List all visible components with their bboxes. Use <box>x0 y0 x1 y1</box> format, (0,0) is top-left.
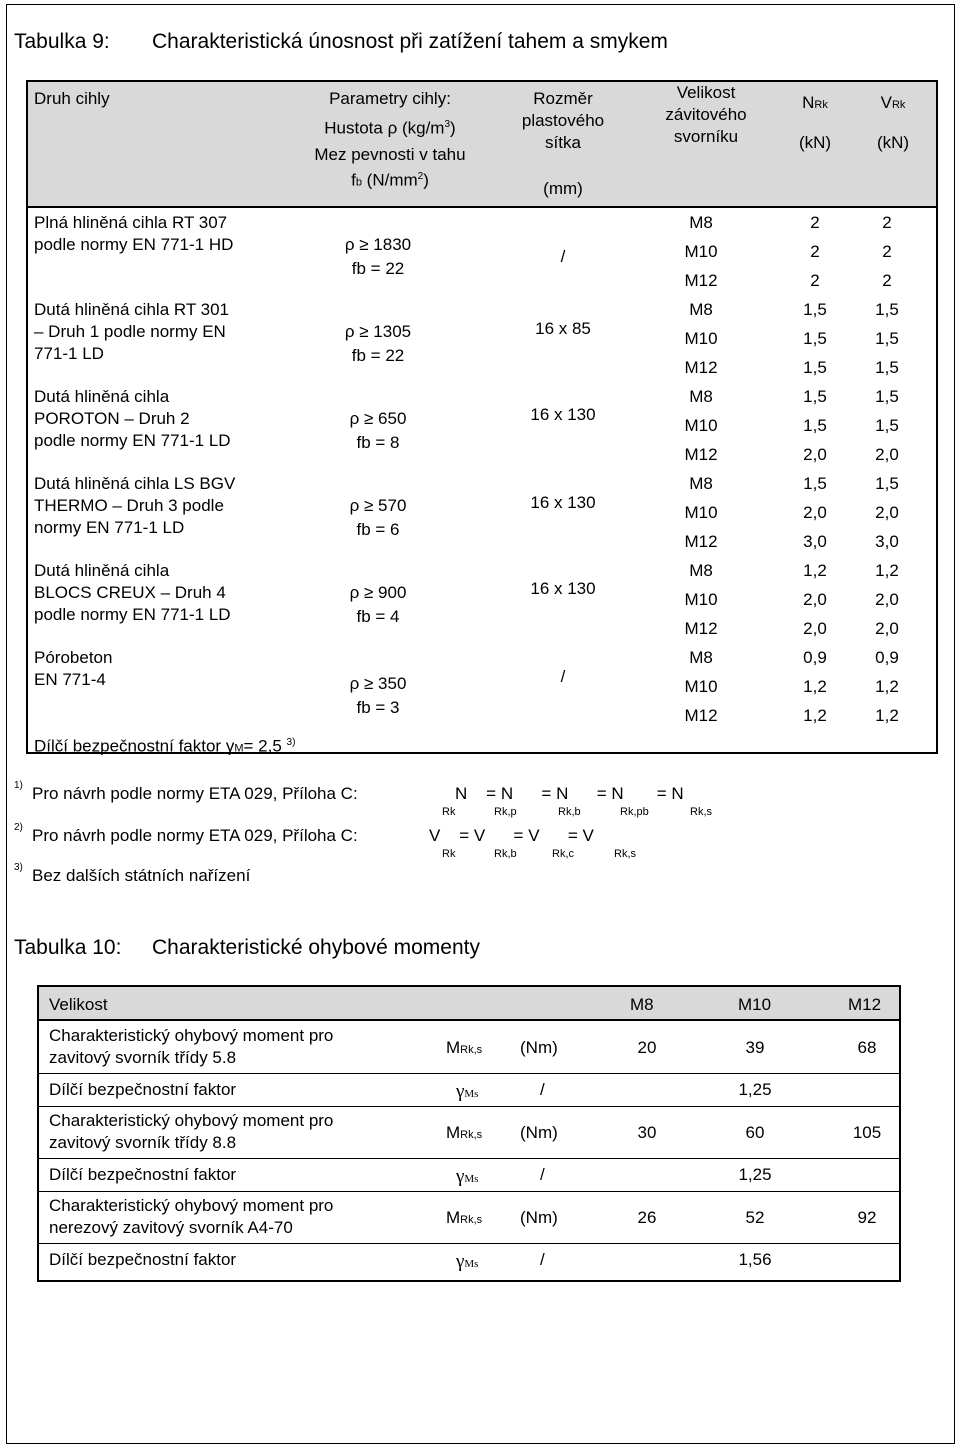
bolt-size: M12 <box>684 445 718 464</box>
brick-fb: fb = 6 <box>356 520 400 539</box>
moment-value-m10: 39 <box>745 1038 765 1057</box>
footnote-1-sub-rkp: Rk,p <box>494 806 517 818</box>
mesh-size: / <box>560 247 566 266</box>
brick-name-line: normy EN 771-1 LD <box>34 518 185 537</box>
header-params-line2: Hustota ρ $(kg/m^3)$ <box>324 118 456 138</box>
v-rk-value: 1,5 <box>875 300 899 319</box>
footnote-1-formula: N = N = N = N = N <box>455 784 684 803</box>
header-params-line4: fb $(N/mm^2)$ <box>351 170 429 190</box>
table10-header-label: Velikost <box>49 995 108 1014</box>
footnote-1-sub-rkpb: Rk,pb <box>620 806 649 818</box>
brick-density: ρ ≥ 650 <box>349 409 407 428</box>
n-rk-value: 1,5 <box>803 358 827 377</box>
n-rk-value: 2,0 <box>803 619 827 638</box>
v-rk-value: 3,0 <box>875 532 899 551</box>
v-rk-value: 2,0 <box>875 619 899 638</box>
factor-value: 1,25 <box>738 1080 772 1099</box>
v-rk-value: 1,5 <box>875 416 899 435</box>
moment-label-line: nerezový zavitový svorník A4-70 <box>49 1218 293 1237</box>
bolt-size: M12 <box>684 619 718 638</box>
moment-symbol: MRk,s <box>446 1038 483 1057</box>
table10-header-m12: M12 <box>848 995 882 1014</box>
bolt-size: M10 <box>684 503 718 522</box>
v-rk-value: 1,5 <box>875 358 899 377</box>
footnote-2-sub-rks: Rk,s <box>614 848 636 860</box>
brick-density: ρ ≥ 350 <box>349 674 407 693</box>
table10-label: Tabulka 10: <box>14 936 122 959</box>
moment-label-line: zavitový svorník třídy 8.8 <box>49 1133 237 1152</box>
v-rk-value: 1,5 <box>875 329 899 348</box>
mesh-size: 16 x 130 <box>530 405 596 424</box>
bolt-size: M8 <box>689 648 713 667</box>
brick-density: ρ ≥ 900 <box>349 583 407 602</box>
factor-symbol: γMs <box>456 1251 479 1272</box>
n-rk-value: 1,2 <box>803 561 827 580</box>
footnote-3-text: Bez dalších státních nařízení <box>32 866 251 885</box>
header-size-line1: Velikost <box>676 83 736 102</box>
v-rk-value: 2 <box>882 271 892 290</box>
factor-value: 1,25 <box>738 1165 772 1184</box>
brick-fb: fb = 8 <box>356 433 400 452</box>
footnote-2-mark: 2) <box>14 822 23 833</box>
v-rk-value: 0,9 <box>875 648 899 667</box>
moment-value-m12: 92 <box>857 1208 877 1227</box>
header-mesh-line3: sítka <box>545 133 581 152</box>
bolt-size: M12 <box>684 706 718 725</box>
brick-name-line: Dutá hliněná cihla LS BGV <box>34 474 236 493</box>
moment-label-line: Charakteristický ohybový moment pro <box>49 1111 334 1130</box>
v-rk-value: 2,0 <box>875 445 899 464</box>
bolt-size: M12 <box>684 358 718 377</box>
table10-row-divider <box>37 1158 901 1159</box>
brick-density: ρ ≥ 570 <box>349 496 407 515</box>
n-rk-value: 2,0 <box>803 445 827 464</box>
bolt-size: M10 <box>684 677 718 696</box>
table10-header-m8: M8 <box>630 995 654 1014</box>
brick-density: ρ ≥ 1305 <box>344 322 412 341</box>
n-rk-value: 1,5 <box>803 329 827 348</box>
moment-unit: (Nm) <box>520 1208 558 1227</box>
footnote-2-sub-rkb: Rk,b <box>494 848 517 860</box>
brick-name-line: 771-1 LD <box>34 344 104 363</box>
v-rk-value: 1,2 <box>875 706 899 725</box>
brick-name-line: Dutá hliněná cihla RT 301 <box>34 300 230 319</box>
moment-label-line: zavitový svorník třídy 5.8 <box>49 1048 237 1067</box>
footnote-3-mark: 3) <box>14 862 23 873</box>
footnote-1-sub-rk: Rk <box>442 806 456 818</box>
table10-title: Charakteristické ohybové momenty <box>152 936 480 959</box>
v-rk-value: 2,0 <box>875 590 899 609</box>
footnote-2-text: Pro návrh podle normy ETA 029, Příloha C: <box>32 826 358 845</box>
bolt-size: M8 <box>689 387 713 406</box>
n-rk-value: 2 <box>810 242 820 261</box>
factor-unit: / <box>540 1250 545 1269</box>
moment-unit: (Nm) <box>520 1123 558 1142</box>
brick-name-line: podle normy EN 771-1 LD <box>34 605 231 624</box>
header-mesh-line2: plastového <box>521 111 605 130</box>
brick-name-line: THERMO – Druh 3 podle <box>34 496 224 515</box>
moment-symbol: MRk,s <box>446 1208 483 1227</box>
footnote-2-sub-rkc: Rk,c <box>552 848 574 860</box>
header-v-unit: (kN) <box>876 133 910 152</box>
table10-row-divider <box>37 1073 901 1074</box>
bolt-size: M12 <box>684 532 718 551</box>
v-rk-value: 1,2 <box>875 561 899 580</box>
n-rk-value: 1,2 <box>803 677 827 696</box>
footnote-2-formula: V = V = V = V <box>429 826 594 845</box>
header-n-unit: (kN) <box>798 133 832 152</box>
bolt-size: M10 <box>684 416 718 435</box>
footnote-1-mark: 1) <box>14 780 23 791</box>
header-size-line3: svorníku <box>673 127 739 146</box>
factor-label: Dílčí bezpečnostní faktor <box>49 1250 237 1269</box>
moment-value-m12: 105 <box>852 1123 882 1142</box>
bolt-size: M10 <box>684 242 718 261</box>
header-params-line3: Mez pevnosti v tahu <box>314 145 466 164</box>
table10-header-m10: M10 <box>738 995 772 1014</box>
brick-name-line: EN 771-4 <box>34 670 106 689</box>
n-rk-value: 2,0 <box>803 503 827 522</box>
moment-symbol: MRk,s <box>446 1123 483 1142</box>
n-rk-value: 1,2 <box>803 706 827 725</box>
brick-name-line: Dutá hliněná cihla <box>34 387 170 406</box>
brick-name-line: podle normy EN 771-1 HD <box>34 235 234 254</box>
factor-unit: / <box>540 1080 545 1099</box>
bolt-size: M12 <box>684 271 718 290</box>
mesh-size: / <box>560 667 566 686</box>
v-rk-value: 1,5 <box>875 387 899 406</box>
v-rk-value: 2 <box>882 242 892 261</box>
brick-name-line: Pórobeton <box>34 648 113 667</box>
n-rk-value: 1,5 <box>803 474 827 493</box>
brick-name-line: Dutá hliněná cihla <box>34 561 170 580</box>
v-rk-value: 2 <box>882 213 892 232</box>
factor-symbol: γMs <box>456 1081 479 1102</box>
header-mesh-unit: (mm) <box>543 179 583 198</box>
footnote-1-sub-rks: Rk,s <box>690 806 712 818</box>
table9-title: Charakteristická únosnost při zatížení tahem a smykem <box>152 30 668 53</box>
footnote-1-text: Pro návrh podle normy ETA 029, Příloha C: <box>32 784 358 803</box>
n-rk-value: 2 <box>810 213 820 232</box>
brick-fb: fb = 4 <box>356 607 400 626</box>
table10-row-divider <box>37 1106 901 1107</box>
n-rk-value: 1,5 <box>803 387 827 406</box>
v-rk-value: 1,5 <box>875 474 899 493</box>
header-brick-type: Druh cihly <box>34 89 110 108</box>
header-n-rk: NRk <box>802 93 828 112</box>
table10-row-divider <box>37 1243 901 1244</box>
v-rk-value: 1,2 <box>875 677 899 696</box>
bolt-size: M10 <box>684 590 718 609</box>
header-size-line2: závitového <box>665 105 747 124</box>
bolt-size: M8 <box>689 300 713 319</box>
factor-label: Dílčí bezpečnostní faktor <box>49 1080 237 1099</box>
mesh-size: 16 x 85 <box>535 319 591 338</box>
factor-value: 1,56 <box>738 1250 772 1269</box>
factor-label: Dílčí bezpečnostní faktor <box>49 1165 237 1184</box>
moment-label-line: Charakteristický ohybový moment pro <box>49 1026 334 1045</box>
factor-unit: / <box>540 1165 545 1184</box>
header-params-line1: Parametry cihly: <box>329 89 451 108</box>
table10-row-divider <box>37 1191 901 1192</box>
moment-value-m12: 68 <box>857 1038 877 1057</box>
moment-value-m10: 60 <box>745 1123 765 1142</box>
table9-label: Tabulka 9: <box>14 30 110 53</box>
moment-value-m8: 20 <box>637 1038 657 1057</box>
brick-fb: fb = 22 <box>351 259 405 278</box>
v-rk-value: 2,0 <box>875 503 899 522</box>
n-rk-value: 2 <box>810 271 820 290</box>
n-rk-value: 0,9 <box>803 648 827 667</box>
brick-density: ρ ≥ 1830 <box>344 235 412 254</box>
brick-name-line: BLOCS CREUX – Druh 4 <box>34 583 226 602</box>
bolt-size: M8 <box>689 561 713 580</box>
table9-header-rule <box>26 206 938 208</box>
n-rk-value: 1,5 <box>803 300 827 319</box>
moment-label-line: Charakteristický ohybový moment pro <box>49 1196 334 1215</box>
brick-name-line: Plná hliněná cihla RT 307 <box>34 213 228 232</box>
moment-value-m8: 30 <box>637 1123 657 1142</box>
header-v-rk: VRk <box>880 93 906 112</box>
table9-safety-factor: Dílčí bezpečnostní faktor γM= 2,5 $^{3)}$ <box>34 736 296 756</box>
header-mesh-line1: Rozměr <box>533 89 593 108</box>
moment-value-m8: 26 <box>637 1208 657 1227</box>
footnote-1-sub-rkb: Rk,b <box>558 806 581 818</box>
brick-name-line: POROTON – Druh 2 <box>34 409 190 428</box>
bolt-size: M8 <box>689 474 713 493</box>
n-rk-value: 2,0 <box>803 590 827 609</box>
bolt-size: M10 <box>684 329 718 348</box>
mesh-size: 16 x 130 <box>530 493 596 512</box>
moment-unit: (Nm) <box>520 1038 558 1057</box>
n-rk-value: 1,5 <box>803 416 827 435</box>
moment-value-m10: 52 <box>745 1208 765 1227</box>
footnote-2-sub-rk: Rk <box>442 848 456 860</box>
brick-name-line: – Druh 1 podle normy EN <box>34 322 226 341</box>
brick-fb: fb = 22 <box>351 346 405 365</box>
brick-fb: fb = 3 <box>356 698 400 717</box>
factor-symbol: γMs <box>456 1166 479 1187</box>
table10-header-rule <box>37 1019 901 1021</box>
mesh-size: 16 x 130 <box>530 579 596 598</box>
bolt-size: M8 <box>689 213 713 232</box>
n-rk-value: 3,0 <box>803 532 827 551</box>
brick-name-line: podle normy EN 771-1 LD <box>34 431 231 450</box>
